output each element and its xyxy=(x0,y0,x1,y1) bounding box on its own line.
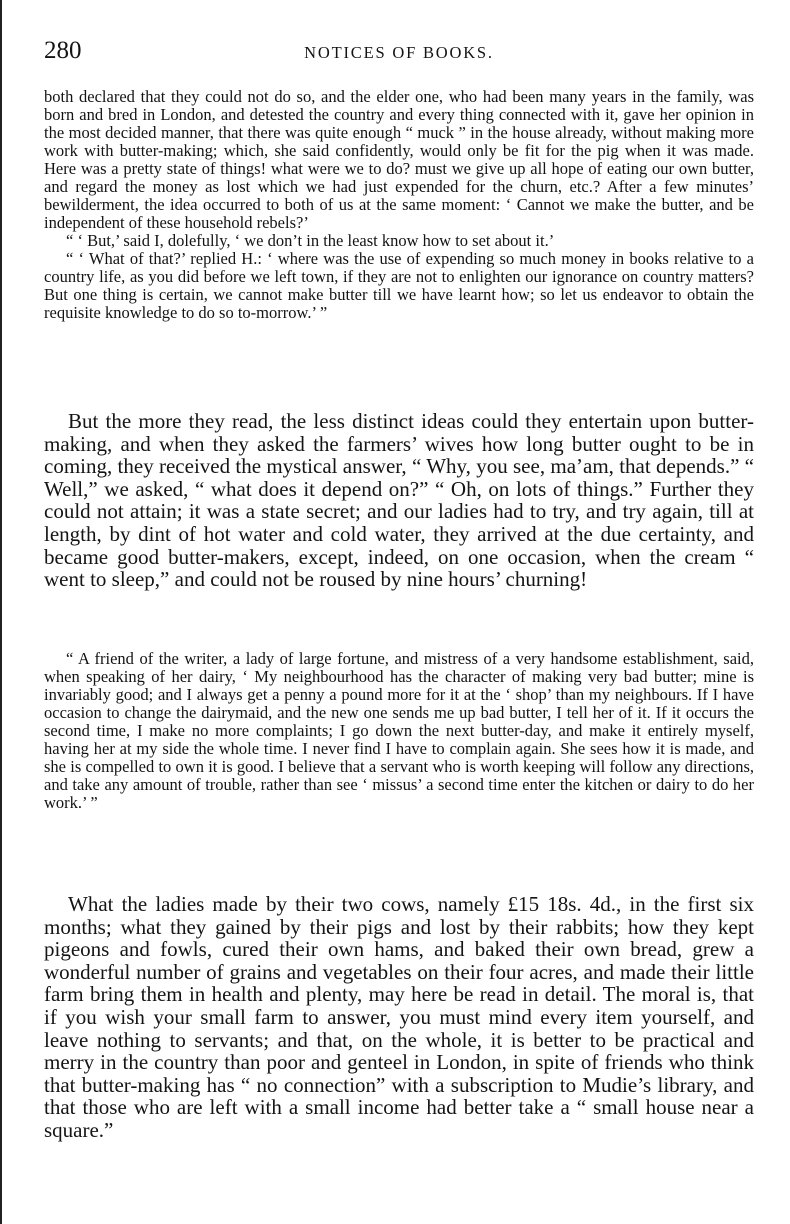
quoted-passage-friend xyxy=(44,650,754,812)
body-paragraph-text: What the ladies made by their two cows, namely £15 18s. 4d., in the first six months; what they gained by their pigs and lost by their rabbits; how they kept pigeons and fowls, cured their own hams, and baked their own bread, grew a wonderful number of grains and vegetables on their four acres, and made their little farm bring them in health and plenty, may here be read in detail. The moral is, that if you wish your small farm to answer, you must mind every item yourself, and leave nothing to servants; and that, on the whole, it is better to be practical and merry in the country than poor and genteel in London, in spite of friends who think that butter-making has “ no connection” with a subscription to Mudie’s library, and that those who are left with a small income had better take a “ small house near a square.” xyxy=(44,892,754,1142)
page-header xyxy=(44,36,754,70)
quoted-passage-dialogue xyxy=(44,88,754,322)
quote-paragraph: “ A friend of the writer, a lady of large fortune, and mistress of a very handsome establishment, said, when speaking of her dairy, ‘ My neighbourhood has the character of making very bad butter; mine is invariably good; and I always get a penny a pound more for it at the ‘ shop’ than my neighbours. If I have occasion to change the dairymaid, and the new one sends me up bad butter, I tell her of it. If it occurs the second time, I make no more complaints; I go down the next butter-day, and make it entirely myself, having her at my side the whole time. I never find I have to complain again. She sees how it is made, and she is compelled to own it is good. I believe that a servant who is worth keeping will follow any directions, and take any amount of trouble, rather than see ‘ missus’ a second time enter the kitchen or dairy to do her work.’ ” xyxy=(44,649,754,812)
quote-paragraph: both declared that they could not do so, and the elder one, who had been many years in the family, was born and bred in London, and detested the country and every thing connected with it, gave her opinion in the most decided manner, that there was quite enough “ muck ” in the house already, without making more work with butter-making; which, she said confidently, would only be fit for the pig when it was made. Here was a pretty state of things! what were we to do? must we give up all hope of eating our own butter, and regard the money as lost which we had just expended for the churn, etc.? After a few minutes’ bewilderment, the idea occurred to both of us at the same moment: ‘ Cannot we make the butter, and be independent of these household rebels?’ xyxy=(44,87,754,232)
quote-paragraph: “ ‘ But,’ said I, dolefully, ‘ we don’t in the least know how to set about it.’ xyxy=(66,231,555,250)
body-paragraph xyxy=(44,893,754,1142)
page-number: 280 xyxy=(44,37,82,64)
body-paragraph xyxy=(44,410,754,591)
body-paragraph-text: But the more they read, the less distinct ideas could they entertain upon butter-making, and when they asked the farmers’ wives how long butter ought to be in coming, they received the mystical answer, “ Why, you see, ma’am, that depends.” “ Well,” we asked, “ what does it depend on?” “ Oh, on lots of things.” Further they could not attain; it was a state secret; and our ladies had to try, and try again, till at length, by dint of hot water and cold water, they arrived at the due certainty, and became good butter-makers, except, indeed, on one occasion, when the cream “ went to sleep,” and could not be roused by nine hours’ churning! xyxy=(44,409,754,592)
quote-paragraph: “ ‘ What of that?’ replied H.: ‘ where was the use of expending so much money in books relative to a country life, as you did before we left town, if they are not to enlighten our ignorance on country matters? But one thing is certain, we cannot make butter till we have learnt how; so let us endeavor to obtain the requisite knowledge to do so to-morrow.’ ” xyxy=(44,249,754,322)
running-title: NOTICES OF BOOKS. xyxy=(304,43,494,62)
